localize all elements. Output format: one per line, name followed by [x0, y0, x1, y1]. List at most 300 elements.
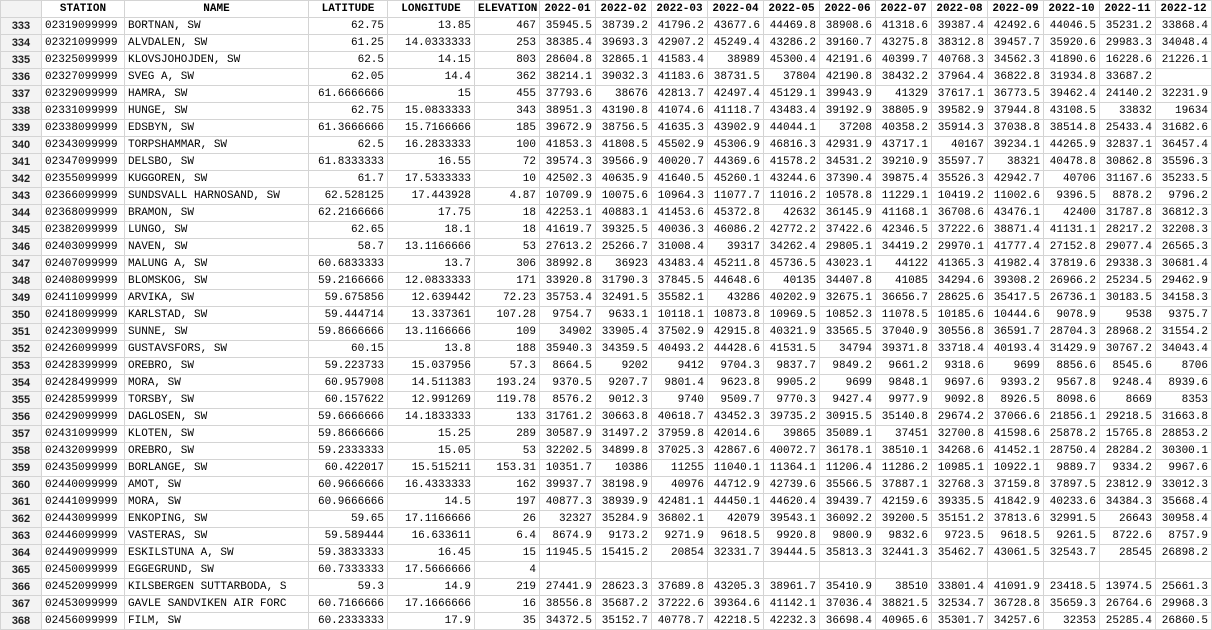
cell-value[interactable]: 32534.7	[932, 596, 988, 613]
cell-value[interactable]: 30663.8	[596, 409, 652, 426]
cell-value[interactable]: 44428.6	[708, 341, 764, 358]
cell-value[interactable]: 9427.4	[820, 392, 876, 409]
cell-value[interactable]: 24140.2	[1100, 86, 1156, 103]
cell-value[interactable]: 40358.2	[876, 120, 932, 137]
cell-value[interactable]: 40965.6	[876, 613, 932, 630]
cell-value[interactable]: 9832.6	[876, 528, 932, 545]
cell-value[interactable]: 39672.9	[540, 120, 596, 137]
row-number[interactable]: 354	[1, 375, 42, 392]
cell-value[interactable]: 10118.1	[652, 307, 708, 324]
cell-value[interactable]: 8856.6	[1044, 358, 1100, 375]
cell-value[interactable]: 162	[475, 477, 540, 494]
cell-station[interactable]: 02329099999	[42, 86, 125, 103]
row-number[interactable]: 347	[1, 256, 42, 273]
cell-value[interactable]: 33905.4	[596, 324, 652, 341]
cell-value[interactable]: 188	[475, 341, 540, 358]
cell-value[interactable]: 40877.3	[540, 494, 596, 511]
cell-value[interactable]: 343	[475, 103, 540, 120]
cell-value[interactable]: 10386	[596, 460, 652, 477]
cell-value[interactable]: 25285.4	[1100, 613, 1156, 630]
cell-value[interactable]: 9207.7	[596, 375, 652, 392]
cell-value[interactable]: 42907.2	[652, 35, 708, 52]
cell-value[interactable]: 10709.9	[540, 188, 596, 205]
row-number[interactable]: 365	[1, 562, 42, 579]
cell-station[interactable]: 02343099999	[42, 137, 125, 154]
cell-value[interactable]: 34384.3	[1100, 494, 1156, 511]
cell-value[interactable]: 41808.5	[596, 137, 652, 154]
cell-value[interactable]: 17.1166666	[388, 511, 475, 528]
cell-value[interactable]: 39543.1	[764, 511, 820, 528]
cell-name[interactable]: OREBRO, SW	[125, 443, 309, 460]
cell-value[interactable]: 14.4	[388, 69, 475, 86]
cell-value[interactable]: 13.1166666	[388, 324, 475, 341]
cell-value[interactable]	[988, 562, 1044, 579]
cell-value[interactable]: 37159.8	[988, 477, 1044, 494]
cell-value[interactable]: 15415.2	[596, 545, 652, 562]
cell-value[interactable]: 28623.3	[596, 579, 652, 596]
cell-value[interactable]: 31429.9	[1044, 341, 1100, 358]
cell-value[interactable]: 39308.2	[988, 273, 1044, 290]
cell-value[interactable]: 60.2333333	[309, 613, 388, 630]
cell-value[interactable]: 41619.7	[540, 222, 596, 239]
cell-name[interactable]: ESKILSTUNA A, SW	[125, 545, 309, 562]
cell-value[interactable]: 10922.1	[988, 460, 1044, 477]
cell-value[interactable]: 33801.4	[932, 579, 988, 596]
cell-station[interactable]: 02452099999	[42, 579, 125, 596]
cell-value[interactable]: 36145.9	[820, 205, 876, 222]
cell-value[interactable]: 29338.3	[1100, 256, 1156, 273]
cell-value[interactable]: 11016.2	[764, 188, 820, 205]
row-number[interactable]: 349	[1, 290, 42, 307]
cell-value[interactable]: 42400	[1044, 205, 1100, 222]
cell-value[interactable]: 9396.5	[1044, 188, 1100, 205]
cell-value[interactable]: 14.5	[388, 494, 475, 511]
cell-station[interactable]: 02347099999	[42, 154, 125, 171]
cell-value[interactable]	[540, 562, 596, 579]
cell-value[interactable]: 38198.9	[596, 477, 652, 494]
cell-value[interactable]: 8674.9	[540, 528, 596, 545]
cell-value[interactable]: 35410.9	[820, 579, 876, 596]
cell-value[interactable]: 362	[475, 69, 540, 86]
column-header[interactable]: NAME	[125, 1, 309, 18]
cell-value[interactable]: 14.511383	[388, 375, 475, 392]
cell-station[interactable]: 02426099999	[42, 341, 125, 358]
row-number[interactable]: 353	[1, 358, 42, 375]
cell-value[interactable]: 36802.1	[652, 511, 708, 528]
cell-value[interactable]: 16	[475, 596, 540, 613]
cell-value[interactable]: 9567.8	[1044, 375, 1100, 392]
cell-value[interactable]: 17.75	[388, 205, 475, 222]
cell-value[interactable]: 40020.7	[652, 154, 708, 171]
row-number[interactable]: 363	[1, 528, 42, 545]
cell-value[interactable]	[708, 562, 764, 579]
cell-value[interactable]: 17.5333333	[388, 171, 475, 188]
cell-value[interactable]: 13.8	[388, 341, 475, 358]
cell-value[interactable]: 36728.8	[988, 596, 1044, 613]
cell-value[interactable]: 35596.3	[1156, 154, 1212, 171]
column-header[interactable]: STATION	[42, 1, 125, 18]
cell-value[interactable]: 35668.4	[1156, 494, 1212, 511]
cell-value[interactable]	[1100, 562, 1156, 579]
cell-value[interactable]: 39325.5	[596, 222, 652, 239]
cell-value[interactable]: 62.528125	[309, 188, 388, 205]
cell-value[interactable]: 45736.5	[764, 256, 820, 273]
cell-value[interactable]: 29805.1	[820, 239, 876, 256]
cell-value[interactable]: 32441.3	[876, 545, 932, 562]
cell-value[interactable]: 37040.9	[876, 324, 932, 341]
cell-value[interactable]: 43286	[708, 290, 764, 307]
cell-name[interactable]: BLOMSKOG, SW	[125, 273, 309, 290]
cell-value[interactable]: 41982.4	[988, 256, 1044, 273]
cell-value[interactable]: 57.3	[475, 358, 540, 375]
cell-value[interactable]: 62.2166666	[309, 205, 388, 222]
cell-value[interactable]: 8926.5	[988, 392, 1044, 409]
cell-value[interactable]: 35526.3	[932, 171, 988, 188]
cell-station[interactable]: 02435099999	[42, 460, 125, 477]
cell-value[interactable]: 32768.3	[932, 477, 988, 494]
cell-station[interactable]: 02321099999	[42, 35, 125, 52]
cell-value[interactable]: 9538	[1100, 307, 1156, 324]
cell-name[interactable]: HUNGE, SW	[125, 103, 309, 120]
cell-value[interactable]: 46086.2	[708, 222, 764, 239]
cell-value[interactable]: 219	[475, 579, 540, 596]
cell-value[interactable]: 39364.6	[708, 596, 764, 613]
row-number[interactable]: 344	[1, 205, 42, 222]
cell-value[interactable]: 62.5	[309, 52, 388, 69]
cell-value[interactable]: 9509.7	[708, 392, 764, 409]
cell-value[interactable]: 15765.8	[1100, 426, 1156, 443]
cell-value[interactable]: 17.9	[388, 613, 475, 630]
cell-value[interactable]: 40478.8	[1044, 154, 1100, 171]
cell-value[interactable]: 34048.4	[1156, 35, 1212, 52]
cell-name[interactable]: TORSBY, SW	[125, 392, 309, 409]
cell-value[interactable]: 35462.7	[932, 545, 988, 562]
cell-value[interactable]: 31790.3	[596, 273, 652, 290]
cell-value[interactable]: 35914.3	[932, 120, 988, 137]
cell-value[interactable]: 9796.2	[1156, 188, 1212, 205]
cell-value[interactable]: 32700.8	[932, 426, 988, 443]
row-number[interactable]: 342	[1, 171, 42, 188]
cell-value[interactable]: 42915.8	[708, 324, 764, 341]
cell-value[interactable]: 107.28	[475, 307, 540, 324]
cell-value[interactable]: 171	[475, 273, 540, 290]
cell-value[interactable]: 29462.9	[1156, 273, 1212, 290]
cell-value[interactable]: 11255	[652, 460, 708, 477]
cell-value[interactable]: 9754.7	[540, 307, 596, 324]
cell-value[interactable]: 17.1666666	[388, 596, 475, 613]
cell-value[interactable]: 38385.4	[540, 35, 596, 52]
cell-value[interactable]: 33565.5	[820, 324, 876, 341]
cell-value[interactable]: 32202.5	[540, 443, 596, 460]
cell-value[interactable]: 25433.4	[1100, 120, 1156, 137]
cell-value[interactable]: 37038.8	[988, 120, 1044, 137]
cell-value[interactable]: 44712.9	[708, 477, 764, 494]
cell-value[interactable]: 41853.3	[540, 137, 596, 154]
cell-value[interactable]: 26764.6	[1100, 596, 1156, 613]
cell-value[interactable]: 37964.4	[932, 69, 988, 86]
cell-value[interactable]: 8545.6	[1100, 358, 1156, 375]
cell-value[interactable]: 34902	[540, 324, 596, 341]
cell-value[interactable]: 34294.6	[932, 273, 988, 290]
cell-station[interactable]: 02456099999	[42, 613, 125, 630]
cell-value[interactable]: 37451	[876, 426, 932, 443]
cell-value[interactable]: 35582.1	[652, 290, 708, 307]
cell-value[interactable]: 30300.1	[1156, 443, 1212, 460]
cell-value[interactable]: 42079	[708, 511, 764, 528]
cell-value[interactable]: 26966.2	[1044, 273, 1100, 290]
cell-value[interactable]: 37025.3	[652, 443, 708, 460]
cell-value[interactable]: 10578.8	[820, 188, 876, 205]
cell-value[interactable]: 37222.6	[932, 222, 988, 239]
cell-value[interactable]: 8706	[1156, 358, 1212, 375]
cell-value[interactable]: 9740	[652, 392, 708, 409]
cell-value[interactable]: 42014.6	[708, 426, 764, 443]
cell-value[interactable]: 42867.6	[708, 443, 764, 460]
cell-value[interactable]: 18	[475, 205, 540, 222]
cell-value[interactable]: 16.45	[388, 545, 475, 562]
cell-value[interactable]: 43286.2	[764, 35, 820, 52]
cell-value[interactable]: 72	[475, 154, 540, 171]
cell-name[interactable]: LUNGO, SW	[125, 222, 309, 239]
cell-value[interactable]: 21226.1	[1156, 52, 1212, 69]
cell-value[interactable]: 109	[475, 324, 540, 341]
cell-value[interactable]: 10351.7	[540, 460, 596, 477]
cell-value[interactable]: 41074.6	[652, 103, 708, 120]
cell-value[interactable]: 23418.5	[1044, 579, 1100, 596]
cell-value[interactable]: 9271.9	[652, 528, 708, 545]
cell-station[interactable]: 02368099999	[42, 205, 125, 222]
cell-value[interactable]: 37887.1	[876, 477, 932, 494]
cell-value[interactable]: 42632	[764, 205, 820, 222]
cell-value[interactable]: 39335.5	[932, 494, 988, 511]
cell-value[interactable]: 28968.2	[1100, 324, 1156, 341]
cell-value[interactable]	[1156, 562, 1212, 579]
cell-name[interactable]: FILM, SW	[125, 613, 309, 630]
cell-value[interactable]: 26643	[1100, 511, 1156, 528]
cell-value[interactable]: 39693.3	[596, 35, 652, 52]
cell-value[interactable]: 17.5666666	[388, 562, 475, 579]
column-header[interactable]: ELEVATION	[475, 1, 540, 18]
cell-value[interactable]: 30862.8	[1100, 154, 1156, 171]
cell-station[interactable]: 02443099999	[42, 511, 125, 528]
cell-value[interactable]: 46816.3	[764, 137, 820, 154]
cell-name[interactable]: KUGGOREN, SW	[125, 171, 309, 188]
cell-value[interactable]: 15	[388, 86, 475, 103]
cell-value[interactable]: 42481.1	[652, 494, 708, 511]
cell-station[interactable]: 02366099999	[42, 188, 125, 205]
cell-value[interactable]: 34794	[820, 341, 876, 358]
cell-value[interactable]: 33012.3	[1156, 477, 1212, 494]
cell-value[interactable]: 10873.8	[708, 307, 764, 324]
cell-value[interactable]: 39192.9	[820, 103, 876, 120]
column-header[interactable]: 2022-02	[596, 1, 652, 18]
cell-value[interactable]: 20854	[652, 545, 708, 562]
cell-value[interactable]: 41131.1	[1044, 222, 1100, 239]
cell-value[interactable]: 34359.5	[596, 341, 652, 358]
cell-value[interactable]: 9618.5	[708, 528, 764, 545]
cell-value[interactable]: 37819.6	[1044, 256, 1100, 273]
cell-value[interactable]: 38214.1	[540, 69, 596, 86]
cell-name[interactable]: EDSBYN, SW	[125, 120, 309, 137]
cell-value[interactable]: 37845.5	[652, 273, 708, 290]
row-number[interactable]: 343	[1, 188, 42, 205]
row-number[interactable]: 345	[1, 222, 42, 239]
cell-value[interactable]: 31167.6	[1100, 171, 1156, 188]
row-number[interactable]: 337	[1, 86, 42, 103]
cell-value[interactable]: 8669	[1100, 392, 1156, 409]
cell-value[interactable]: 27152.8	[1044, 239, 1100, 256]
cell-name[interactable]: TORPSHAMMAR, SW	[125, 137, 309, 154]
cell-value[interactable]: 31787.8	[1100, 205, 1156, 222]
cell-value[interactable]: 119.78	[475, 392, 540, 409]
cell-value[interactable]: 8353	[1156, 392, 1212, 409]
cell-value[interactable]: 33920.8	[540, 273, 596, 290]
cell-value[interactable]: 9092.8	[932, 392, 988, 409]
cell-value[interactable]: 44469.8	[764, 18, 820, 35]
cell-value[interactable]: 31934.8	[1044, 69, 1100, 86]
cell-value[interactable]: 13.85	[388, 18, 475, 35]
cell-value[interactable]: 35152.7	[596, 613, 652, 630]
cell-value[interactable]: 35	[475, 613, 540, 630]
cell-value[interactable]: 30767.2	[1100, 341, 1156, 358]
row-number[interactable]: 355	[1, 392, 42, 409]
cell-value[interactable]	[596, 562, 652, 579]
cell-value[interactable]: 37944.8	[988, 103, 1044, 120]
row-number[interactable]: 338	[1, 103, 42, 120]
cell-value[interactable]: 11206.4	[820, 460, 876, 477]
row-number[interactable]: 350	[1, 307, 42, 324]
cell-value[interactable]: 4	[475, 562, 540, 579]
cell-value[interactable]: 41531.5	[764, 341, 820, 358]
cell-name[interactable]: AMOT, SW	[125, 477, 309, 494]
cell-value[interactable]: 9704.3	[708, 358, 764, 375]
cell-value[interactable]: 36708.6	[932, 205, 988, 222]
cell-value[interactable]: 25266.7	[596, 239, 652, 256]
cell-value[interactable]: 13.1166666	[388, 239, 475, 256]
cell-value[interactable]: 13.7	[388, 256, 475, 273]
cell-value[interactable]: 36773.5	[988, 86, 1044, 103]
cell-value[interactable]: 39200.5	[876, 511, 932, 528]
cell-value[interactable]: 35566.5	[820, 477, 876, 494]
cell-value[interactable]: 38676	[596, 86, 652, 103]
cell-value[interactable]: 9412	[652, 358, 708, 375]
cell-value[interactable]: 28704.3	[1044, 324, 1100, 341]
cell-name[interactable]: EGGEGRUND, SW	[125, 562, 309, 579]
cell-value[interactable]: 59.444714	[309, 307, 388, 324]
cell-value[interactable]: 37422.6	[820, 222, 876, 239]
cell-value[interactable]: 41118.7	[708, 103, 764, 120]
cell-value[interactable]: 9261.5	[1044, 528, 1100, 545]
cell-station[interactable]: 02408099999	[42, 273, 125, 290]
cell-value[interactable]: 16.2833333	[388, 137, 475, 154]
cell-value[interactable]: 10075.6	[596, 188, 652, 205]
cell-value[interactable]: 41640.5	[652, 171, 708, 188]
cell-value[interactable]: 41085	[876, 273, 932, 290]
cell-value[interactable]: 43061.5	[988, 545, 1044, 562]
row-number[interactable]: 334	[1, 35, 42, 52]
cell-value[interactable]: 28604.8	[540, 52, 596, 69]
cell-value[interactable]: 9723.5	[932, 528, 988, 545]
cell-value[interactable]: 38756.5	[596, 120, 652, 137]
cell-name[interactable]: DELSBO, SW	[125, 154, 309, 171]
cell-value[interactable]: 33687.2	[1100, 69, 1156, 86]
cell-value[interactable]: 53	[475, 443, 540, 460]
cell-value[interactable]: 29983.3	[1100, 35, 1156, 52]
cell-value[interactable]: 41365.3	[932, 256, 988, 273]
cell-value[interactable]: 36457.4	[1156, 137, 1212, 154]
cell-value[interactable]: 36591.7	[988, 324, 1044, 341]
cell-value[interactable]: 60.7333333	[309, 562, 388, 579]
cell-value[interactable]: 45260.1	[708, 171, 764, 188]
cell-value[interactable]: 35945.5	[540, 18, 596, 35]
cell-value[interactable]: 39943.9	[820, 86, 876, 103]
cell-name[interactable]: GUSTAVSFORS, SW	[125, 341, 309, 358]
cell-value[interactable]: 9699	[988, 358, 1044, 375]
cell-value[interactable]: 11077.7	[708, 188, 764, 205]
row-number[interactable]: 360	[1, 477, 42, 494]
cell-value[interactable]: 9173.2	[596, 528, 652, 545]
cell-value[interactable]: 31554.2	[1156, 324, 1212, 341]
cell-value[interactable]: 42772.2	[764, 222, 820, 239]
cell-value[interactable]: 29970.1	[932, 239, 988, 256]
cell-value[interactable]: 32991.5	[1044, 511, 1100, 528]
cell-value[interactable]: 39160.7	[820, 35, 876, 52]
cell-value[interactable]: 41329	[876, 86, 932, 103]
cell-value[interactable]: 8878.2	[1100, 188, 1156, 205]
cell-name[interactable]: MORA, SW	[125, 375, 309, 392]
cell-value[interactable]: 34257.6	[988, 613, 1044, 630]
cell-value[interactable]: 43023.1	[820, 256, 876, 273]
cell-value[interactable]: 42931.9	[820, 137, 876, 154]
cell-value[interactable]: 42190.8	[820, 69, 876, 86]
column-header[interactable]: 2022-08	[932, 1, 988, 18]
cell-value[interactable]: 42218.5	[708, 613, 764, 630]
cell-name[interactable]: VASTERAS, SW	[125, 528, 309, 545]
cell-station[interactable]: 02428399999	[42, 358, 125, 375]
row-number[interactable]: 352	[1, 341, 42, 358]
cell-value[interactable]: 9318.6	[932, 358, 988, 375]
cell-value[interactable]: 37617.1	[932, 86, 988, 103]
cell-value[interactable]: 8098.6	[1044, 392, 1100, 409]
cell-value[interactable]: 9334.2	[1100, 460, 1156, 477]
cell-value[interactable]: 36812.3	[1156, 205, 1212, 222]
row-number[interactable]: 357	[1, 426, 42, 443]
row-number[interactable]: 358	[1, 443, 42, 460]
column-header[interactable]: 2022-09	[988, 1, 1044, 18]
cell-value[interactable]: 29218.5	[1100, 409, 1156, 426]
cell-value[interactable]: 9977.9	[876, 392, 932, 409]
row-number[interactable]: 368	[1, 613, 42, 630]
cell-value[interactable]: 62.75	[309, 18, 388, 35]
cell-value[interactable]: 153.31	[475, 460, 540, 477]
cell-value[interactable]: 31008.4	[652, 239, 708, 256]
cell-value[interactable]: 34899.8	[596, 443, 652, 460]
cell-station[interactable]: 02423099999	[42, 324, 125, 341]
cell-value[interactable]: 40233.6	[1044, 494, 1100, 511]
cell-value[interactable]: 16.4333333	[388, 477, 475, 494]
cell-value[interactable]: 39439.7	[820, 494, 876, 511]
row-number[interactable]: 335	[1, 52, 42, 69]
cell-value[interactable]: 32675.1	[820, 290, 876, 307]
cell-value[interactable]: 59.3	[309, 579, 388, 596]
cell-value[interactable]: 9393.2	[988, 375, 1044, 392]
cell-value[interactable]: 59.8666666	[309, 426, 388, 443]
cell-station[interactable]: 02431099999	[42, 426, 125, 443]
cell-value[interactable]: 30958.4	[1156, 511, 1212, 528]
cell-value[interactable]: 43483.4	[764, 103, 820, 120]
cell-value[interactable]: 44265.9	[1044, 137, 1100, 154]
cell-value[interactable]: 44369.6	[708, 154, 764, 171]
